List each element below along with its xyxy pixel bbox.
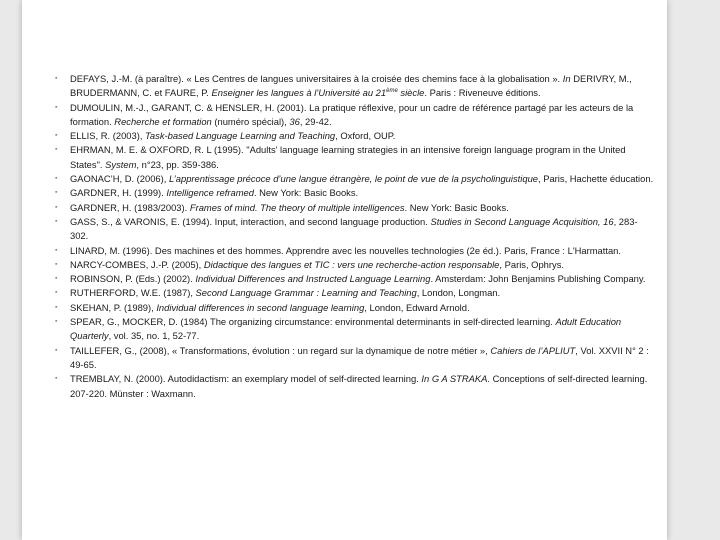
bullet-icon: ▪ xyxy=(55,189,58,197)
reference-italic-text: Cahiers de l’APLIUT xyxy=(490,344,576,356)
reference-text: , Vol. XXVII N° 2 : 49-65. xyxy=(70,344,649,370)
bullet-icon: ▪ xyxy=(55,275,58,283)
reference-text: , London, Edward Arnold. xyxy=(364,301,470,313)
reference-text: , n°23, pp. 359-386. xyxy=(136,158,219,170)
reference-text: DEFAYS, J.-M. (à paraître). « Les Centres de langues universitaires à la croisée des chemins face à la globalisation ». xyxy=(70,73,563,84)
reference-item xyxy=(55,258,655,272)
reference-italic-text: Individual differences in second language learning xyxy=(156,301,365,313)
reference-item xyxy=(55,344,655,373)
bullet-icon: ▪ xyxy=(55,217,58,225)
reference-list xyxy=(55,72,655,401)
reference-text: (numéro spécial), xyxy=(211,115,290,127)
bullet-icon: ▪ xyxy=(55,146,58,154)
reference-item xyxy=(55,129,655,143)
bullet-icon: ▪ xyxy=(55,346,58,354)
reference-text: , 283-302. xyxy=(70,215,638,242)
reference-text: TREMBLAY, N. (2000). Autodidactism: an exemplary model of self-directed learning. xyxy=(70,373,422,385)
reference-text: RUTHERFORD, W.E. (1987), xyxy=(70,287,196,299)
reference-item xyxy=(55,315,655,344)
bullet-icon: ▪ xyxy=(55,75,58,82)
reference-text: GASS, S., & VARONIS, E. (1994). Input, interaction, and second language production. xyxy=(70,215,431,227)
reference-item xyxy=(55,72,655,101)
reference-text: GARDNER, H. (1983/2003). xyxy=(70,201,190,213)
reference-item xyxy=(55,143,655,172)
reference-italic-text: Intelligence reframed xyxy=(166,187,254,199)
reference-text: EHRMAN, M. E. & OXFORD, R. L (1995). "Adults' language learning strategies in an intensive foreign language program in the United States". xyxy=(70,144,626,170)
reference-text: ELLIS, R. (2003), xyxy=(70,130,146,142)
bullet-icon: ▪ xyxy=(55,132,58,140)
reference-italic-text: In xyxy=(562,73,571,84)
bullet-icon: ▪ xyxy=(55,318,58,326)
reference-text: GAONAC’H, D. (2006), xyxy=(70,173,169,185)
reference-text: LINARD, M. (1996). Des machines et des hommes. Apprendre avec les nouvelles technologies (2e éd.). Paris, France : L'Harmattan. xyxy=(70,244,622,256)
reference-italic-text: Frames of mind. The theory of multiple intelligences xyxy=(189,201,405,213)
reference-italic-text: Adult Education Quarterly xyxy=(70,316,622,342)
slide xyxy=(22,0,667,540)
reference-item xyxy=(55,301,655,315)
bullet-icon: ▪ xyxy=(55,175,58,183)
reference-item xyxy=(55,272,655,286)
bullet-icon: ▪ xyxy=(55,375,58,383)
reference-item xyxy=(55,101,655,130)
reference-text: NARCY-COMBES, J.-P. (2005), xyxy=(70,258,204,270)
bullet-icon: ▪ xyxy=(55,246,58,254)
reference-text: . New York: Basic Books. xyxy=(404,201,509,213)
reference-italic-text: Task-based Language Learning and Teaching xyxy=(145,130,336,142)
reference-italic-text: siècle xyxy=(397,87,425,99)
reference-text: SKEHAN, P. (1989), xyxy=(70,301,157,313)
reference-italic-text: Studies in Second Language Acquisition, 16 xyxy=(430,215,614,227)
reference-italic-text: Didactique des langues et TIC : vers une recherche-action responsable xyxy=(203,258,500,270)
reference-text: . Conceptions of self-directed learning. 207-220. Münster : Waxmann. xyxy=(70,373,648,399)
reference-italic-text: Individual Differences and Instructed Language Learning xyxy=(195,273,431,285)
reference-italic-text: In G A STRAKA xyxy=(421,373,488,385)
reference-item xyxy=(55,372,655,401)
reference-text: . Paris : Riveneuve éditions. xyxy=(424,87,541,99)
reference-text: , vol. 35, no. 1, 52-77. xyxy=(108,330,200,342)
reference-item xyxy=(55,215,655,244)
bullet-icon: ▪ xyxy=(55,103,58,111)
reference-item xyxy=(55,201,655,215)
reference-text: , Oxford, OUP. xyxy=(335,130,396,142)
reference-text: , London, Longman. xyxy=(416,287,501,299)
bullet-icon: ▪ xyxy=(55,203,58,211)
reference-italic-text: L’apprentissage précoce d’une langue étrangère, le point de vue de la psycholinguistique xyxy=(168,173,538,185)
reference-item xyxy=(55,172,655,186)
reference-text: DUMOULIN, M.-J., GARANT, C. & HENSLER, H. (2001). La pratique réflexive, pour un cadre de référence partagé par les acteurs de la formation. xyxy=(70,101,634,127)
reference-text: , Paris, Ophrys. xyxy=(499,258,564,270)
reference-item xyxy=(55,186,655,200)
reference-text: , Paris, Hachette éducation. xyxy=(538,173,654,185)
reference-text: . Amsterdam: John Benjamins Publishing Company. xyxy=(430,273,646,285)
reference-italic-text: 36 xyxy=(289,115,300,127)
bullet-icon: ▪ xyxy=(55,260,58,268)
reference-text: SPEAR, G., MOCKER, D. (1984) The organizing circumstance: environmental determinants in self-directed learning. xyxy=(70,316,556,328)
reference-text: TAILLEFER, G., (2008), « Transformations, évolution : un regard sur la dynamique de notre métier », xyxy=(70,344,491,356)
reference-italic-text: Enseigner les langues à l’Université au 21 xyxy=(211,87,387,99)
reference-item xyxy=(55,286,655,300)
reference-text: DERIVRY, M., BRUDERMANN, C. et FAURE, P. xyxy=(70,73,632,99)
reference-italic-text: ème xyxy=(386,88,398,95)
bullet-icon: ▪ xyxy=(55,289,58,297)
bullet-icon: ▪ xyxy=(55,303,58,311)
reference-italic-text: Recherche et formation xyxy=(114,115,212,127)
reference-item xyxy=(55,244,655,258)
reference-text: ROBINSON, P. (Eds.) (2002). xyxy=(70,273,196,285)
reference-italic-text: Second Language Grammar : Learning and Teaching xyxy=(195,287,417,299)
reference-text: . New York: Basic Books. xyxy=(253,187,359,199)
reference-italic-text: System xyxy=(105,158,137,170)
reference-text: , 29-42. xyxy=(299,115,332,127)
reference-text: GARDNER, H. (1999). xyxy=(70,187,167,199)
